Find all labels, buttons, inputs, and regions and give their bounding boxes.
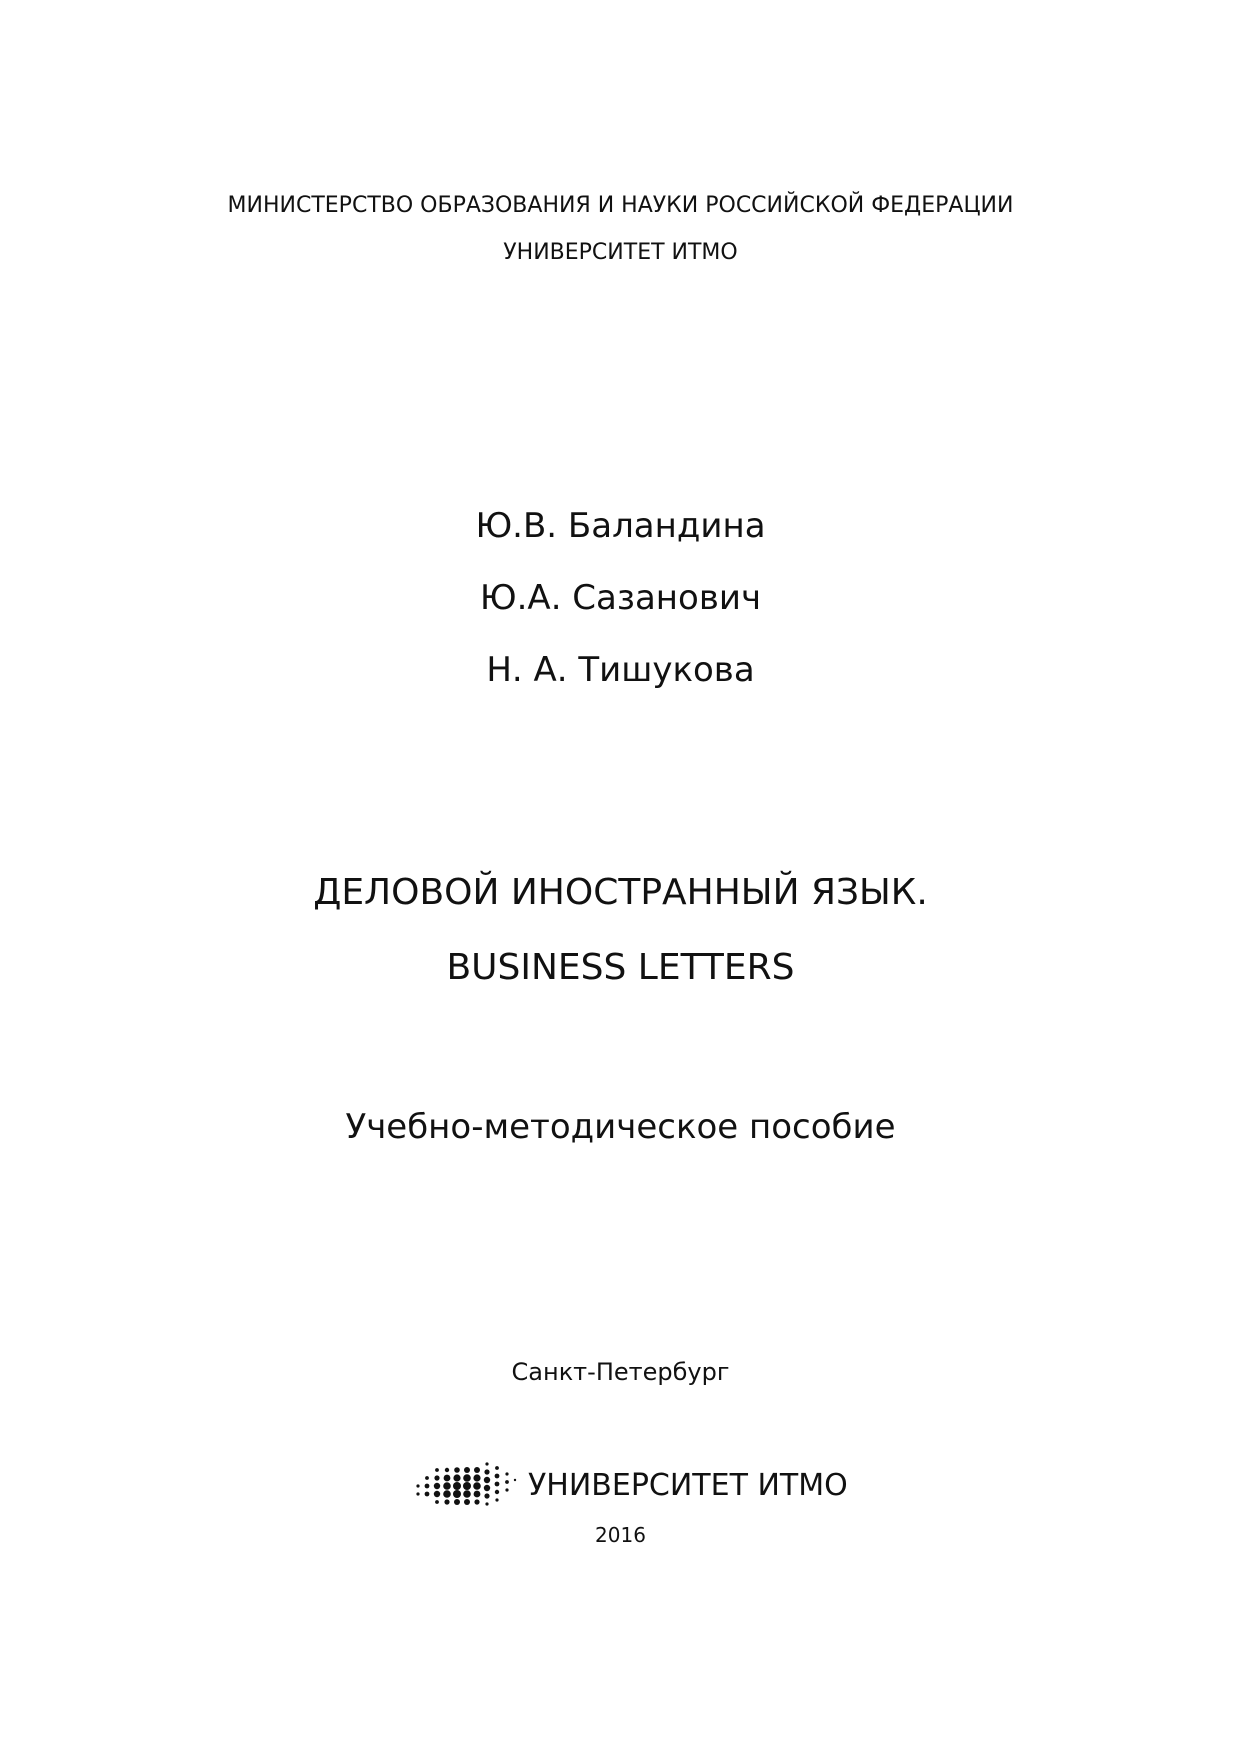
author-name: Н. А. Тишукова	[486, 650, 755, 690]
document-type: Учебно-методическое пособие	[345, 1107, 896, 1147]
publication-city: Санкт-Петербург	[511, 1358, 730, 1386]
itmo-dots-logo-icon	[414, 1460, 518, 1512]
document-title-line-2: BUSINESS LETTERS	[446, 947, 795, 988]
logo-wordmark: УНИВЕРСИТЕТ ИТМО	[528, 1468, 848, 1503]
author-name: Ю.А. Сазанович	[479, 578, 762, 618]
document-title-line-1: ДЕЛОВОЙ ИНОСТРАННЫЙ ЯЗЫК.	[313, 872, 928, 913]
university-header: УНИВЕРСИТЕТ ИТМО	[503, 240, 738, 265]
author-name: Ю.В. Баландина	[475, 506, 766, 546]
ministry-header: МИНИСТЕРСТВО ОБРАЗОВАНИЯ И НАУКИ РОССИЙСКОЙ ФЕДЕРАЦИИ	[227, 193, 1014, 218]
university-logo	[414, 1460, 854, 1512]
publication-year: 2016	[595, 1523, 646, 1547]
